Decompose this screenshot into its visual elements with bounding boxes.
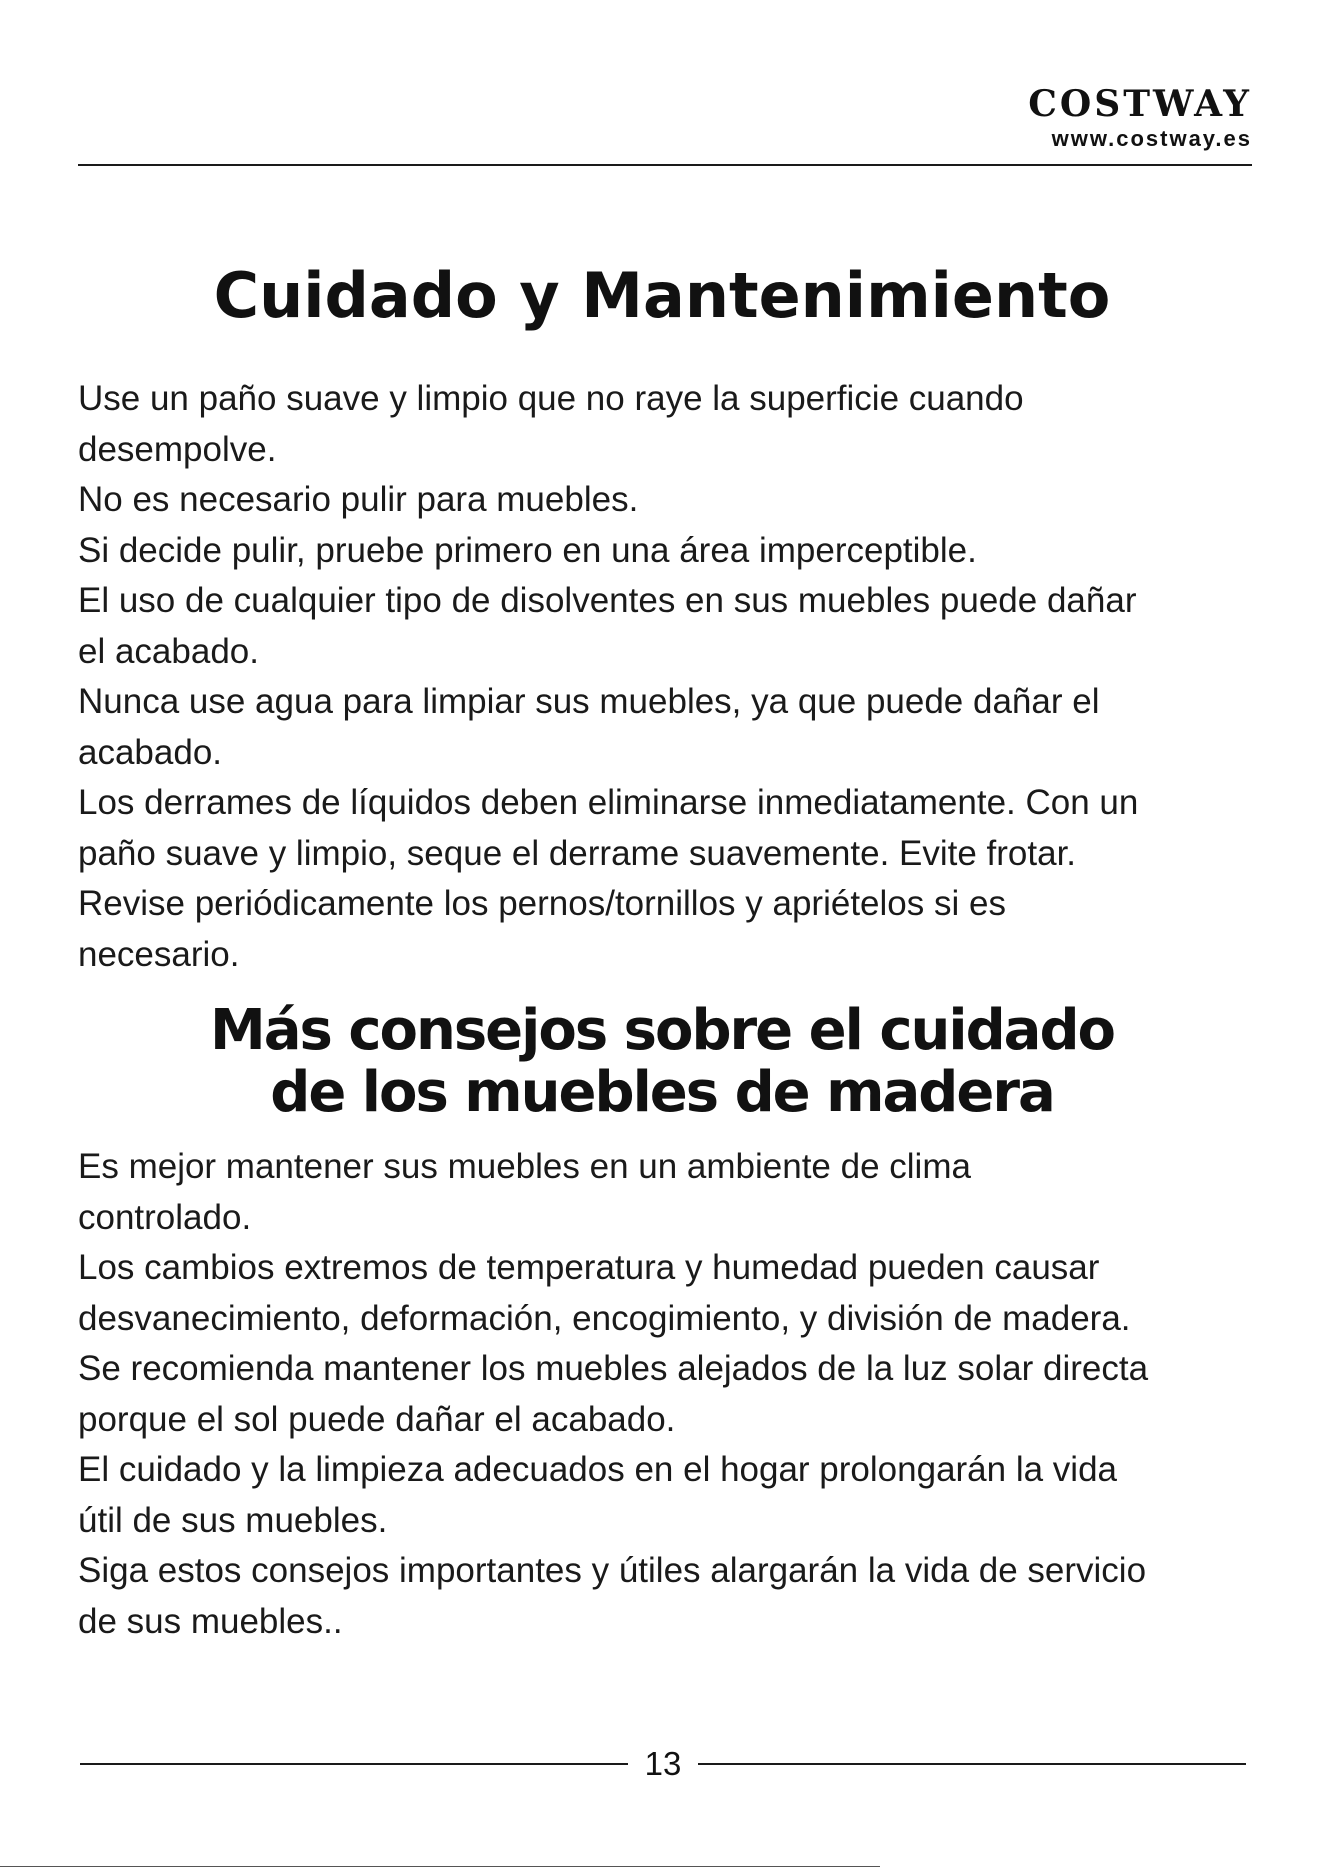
- text-line: Revise periódicamente los pernos/tornillos y apriételos si es: [78, 884, 1006, 923]
- care-instructions: [78, 374, 1278, 980]
- text-line: útil de sus muebles.: [78, 1500, 388, 1540]
- text-line: Los cambios extremos de temperatura y humedad pueden causar: [78, 1248, 1100, 1287]
- brand-logo: COSTWAY: [1028, 83, 1252, 125]
- text-line: desempolve.: [78, 429, 277, 469]
- text-line: Los derrames de líquidos deben eliminarse inmediatamente. Con un: [78, 783, 1139, 822]
- text-line: Se recomienda mantener los muebles alejados de la luz solar directa: [78, 1349, 1149, 1388]
- page-title: Cuidado y Mantenimiento: [213, 259, 1111, 332]
- section-title: [0, 1000, 1324, 1124]
- text-line: necesario.: [78, 934, 240, 974]
- wood-care-tips: [78, 1142, 1278, 1647]
- text-line: Use un paño suave y limpio que no raye la superficie cuando: [78, 379, 1024, 418]
- page-header: [78, 0, 1252, 166]
- text-line: Si decide pulir, pruebe primero en una área imperceptible.: [78, 530, 977, 570]
- text-line: de sus muebles..: [78, 1601, 343, 1641]
- text-line: El cuidado y la limpieza adecuados en el hogar prolongarán la vida: [78, 1450, 1118, 1489]
- section-title-line: Más consejos sobre el cuidado: [209, 998, 1115, 1063]
- text-line: el acabado.: [78, 631, 259, 671]
- footer-divider-left: [80, 1763, 628, 1765]
- text-line: paño suave y limpio, seque el derrame suavemente. Evite frotar.: [78, 833, 1077, 873]
- text-line: Es mejor mantener sus muebles en un ambiente de clima: [78, 1147, 971, 1186]
- text-line: El uso de cualquier tipo de disolventes en sus muebles puede dañar: [78, 581, 1137, 620]
- text-line: Nunca use agua para limpiar sus muebles, ya que puede dañar el: [78, 682, 1100, 721]
- brand-url: www.costway.es: [1051, 126, 1252, 151]
- page-footer: [80, 1744, 1246, 1784]
- text-line: controlado.: [78, 1197, 252, 1237]
- text-line: acabado.: [78, 732, 223, 772]
- footer-divider-right: [698, 1763, 1246, 1765]
- bottom-edge-line: [0, 1866, 880, 1867]
- text-line: porque el sol puede dañar el acabado.: [78, 1399, 676, 1439]
- text-line: Siga estos consejos importantes y útiles alargarán la vida de servicio: [78, 1551, 1147, 1590]
- section-title-line: de los muebles de madera: [270, 1060, 1054, 1125]
- page-number: 13: [644, 1745, 682, 1782]
- text-line: desvanecimiento, deformación, encogimiento, y división de madera.: [78, 1298, 1131, 1338]
- text-line: No es necesario pulir para muebles.: [78, 480, 639, 519]
